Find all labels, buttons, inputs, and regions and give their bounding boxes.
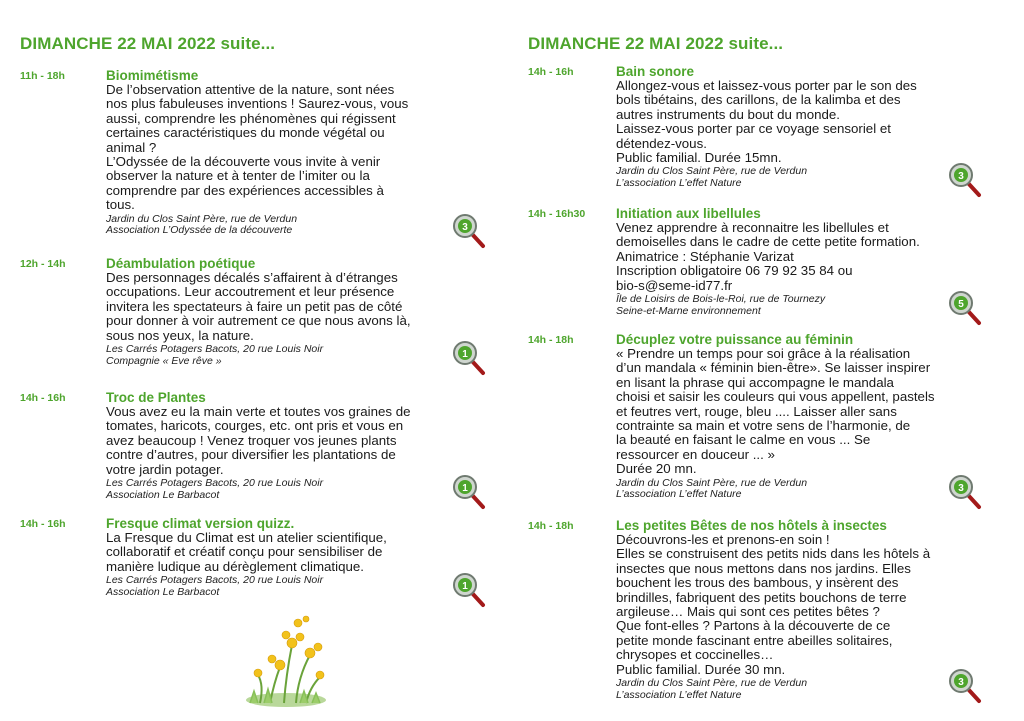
- magnifier-map-marker-icon: [452, 213, 486, 249]
- magnifier-map-marker-icon: [948, 290, 982, 326]
- event-time: 14h - 18h: [528, 334, 574, 346]
- magnifier-map-marker-icon: [948, 162, 982, 198]
- magnifier-map-marker-icon: [452, 474, 486, 510]
- event-organizer: Association Le Barbacot: [106, 488, 220, 501]
- event-place: Jardin du Clos Saint Père, rue de Verdun: [616, 476, 808, 489]
- event-place: Île de Loisirs de Bois-le-Roi, rue de Tournezy: [616, 293, 826, 306]
- page-heading: DIMANCHE 22 MAI 2022 suite...: [20, 34, 276, 53]
- event-time: 14h - 16h30: [528, 208, 586, 220]
- event-place: Jardin du Clos Saint Père, rue de Verdun: [106, 212, 298, 225]
- event-description: Allongez-vous et laissez-vous porter par le son des bols tibétains, des carillons, de la kalimba et des autres instruments du bout du monde. Laissez-vous porter par ce voyage sensoriel et détendez-vous. Public familial. Durée 15mn.: [616, 78, 917, 166]
- svg-text:3: 3: [462, 222, 468, 233]
- event-description: « Prendre un temps pour soi grâce à la réalisation d’un mandala « féminin bien-être». Se laisser inspirer en lisant la phrase qui accompagne le mandala choisi et saisir les couleurs qui vous appellent, pastels et feutres vert, rouge, bleu .... Laisser aller sans contrainte sa main et votre sens de l’harmonie, de la beauté en faisant le calme en vous ... Se ressourcer en douceur ... » Durée 20 mn.: [616, 346, 935, 477]
- event-organizer: L’association L’effet Nature: [616, 488, 742, 501]
- event-place: Les Carrés Potagers Bacots, 20 rue Louis Noir: [106, 574, 324, 587]
- event-place: Les Carrés Potagers Bacots, 20 rue Louis Noir: [106, 343, 324, 356]
- magnifier-map-marker-icon: [948, 474, 982, 510]
- event-location: [106, 478, 498, 501]
- svg-text:1: 1: [462, 483, 468, 494]
- event-title: Décuplez votre puissance au féminin: [616, 332, 854, 347]
- event-description: De l’observation attentive de la nature, sont nées nos plus fabuleuses inventions ! Saurez-vous, vous aussi, comprendre les phénomènes qui régissent certaines caractéristiques du monde végétal ou animal ? L’Odyssée de la découverte vous invite à venir observer la nature et à tenter de l’imiter ou la comprendre par des expériences accessibles à tous.: [106, 82, 409, 213]
- event-description: Découvrons-les et prenons-en soin ! Elles se construisent des petits nids dans les hôtels à insectes que nous mettons dans nos jardins. Elles bouchent les trous des bambous, y insèrent des brindilles, fabriquent des petits bouchons de terre argileuse… Mais qui sont ces petites bêtes ? Que font-elles ? Partons à la découverte de ce petite monde fascinant entre abeilles solitaires, chrysopes et coccinelles… Public familial. Durée 30 mn.: [616, 532, 931, 677]
- svg-text:3: 3: [958, 483, 964, 494]
- svg-text:5: 5: [958, 299, 964, 310]
- event-place: Jardin du Clos Saint Père, rue de Verdun: [616, 677, 808, 690]
- event-location: [106, 344, 498, 367]
- event-organizer: L’association L’effet Nature: [616, 176, 742, 189]
- event-time: 14h - 16h: [528, 66, 574, 78]
- svg-text:1: 1: [462, 349, 468, 360]
- event-title: Initiation aux libellules: [616, 206, 761, 221]
- event-time: 12h - 14h: [20, 258, 66, 270]
- event-title: Biomimétisme: [106, 68, 199, 83]
- event-description: La Fresque du Climat est un atelier scientifique, collaboratif et créatif conçu pour sensibiliser de manière ludique au dérèglement climatique.: [106, 530, 387, 574]
- event-organizer: Association Le Barbacot: [106, 585, 220, 598]
- event-organizer: Association L’Odyssée de la découverte: [106, 224, 293, 237]
- event-description: Venez apprendre à reconnaitre les libellules et demoiselles dans le cadre de cette petite formation. Animatrice : Stéphanie Varizat Inscription obligatoire 06 79 92 35 84 ou bio-s@seme-id77.fr: [616, 220, 920, 293]
- magnifier-map-marker-icon: [452, 572, 486, 608]
- event-location: [106, 214, 498, 237]
- event-title: Les petites Bêtes de nos hôtels à insectes: [616, 518, 887, 533]
- svg-text:3: 3: [958, 677, 964, 688]
- event-title: Fresque climat version quizz.: [106, 516, 295, 531]
- event-place: Les Carrés Potagers Bacots, 20 rue Louis Noir: [106, 477, 324, 490]
- page-heading: DIMANCHE 22 MAI 2022 suite...: [528, 34, 784, 53]
- event-time: 14h - 16h: [20, 518, 66, 530]
- flower-illustration: [240, 605, 332, 709]
- event-organizer: Seine-et-Marne environnement: [616, 304, 761, 317]
- event-organizer: L’association L’effet Nature: [616, 688, 742, 701]
- event-title: Bain sonore: [616, 64, 695, 79]
- event-place: Jardin du Clos Saint Père, rue de Verdun: [616, 165, 808, 178]
- event-title: Troc de Plantes: [106, 390, 206, 405]
- event-description: Vous avez eu la main verte et toutes vos graines de tomates, haricots, courges, etc. ont pris et vous en avez beaucoup ! Venez troquer vos jeunes plants contre d’autres, pour diversifier les plantations de votre jardin potager.: [106, 404, 411, 477]
- svg-text:3: 3: [958, 171, 964, 182]
- event-location: [106, 575, 498, 598]
- svg-text:1: 1: [462, 581, 468, 592]
- event-time: 11h - 18h: [20, 70, 65, 82]
- magnifier-map-marker-icon: [948, 668, 982, 704]
- event-description: Des personnages décalés s’affairent à d’étranges occupations. Leur accoutrement et leur présence invitera les spectateurs à faire un petit pas de côté pour donner à voir autrement ce que nous avons là, sous nos yeux, la nature.: [106, 270, 411, 343]
- event-time: 14h - 18h: [528, 520, 574, 532]
- event-organizer: Compagnie « Eve rêve »: [106, 354, 222, 367]
- event-title: Déambulation poétique: [106, 256, 256, 271]
- event-time: 14h - 16h: [20, 392, 66, 404]
- magnifier-map-marker-icon: [452, 340, 486, 376]
